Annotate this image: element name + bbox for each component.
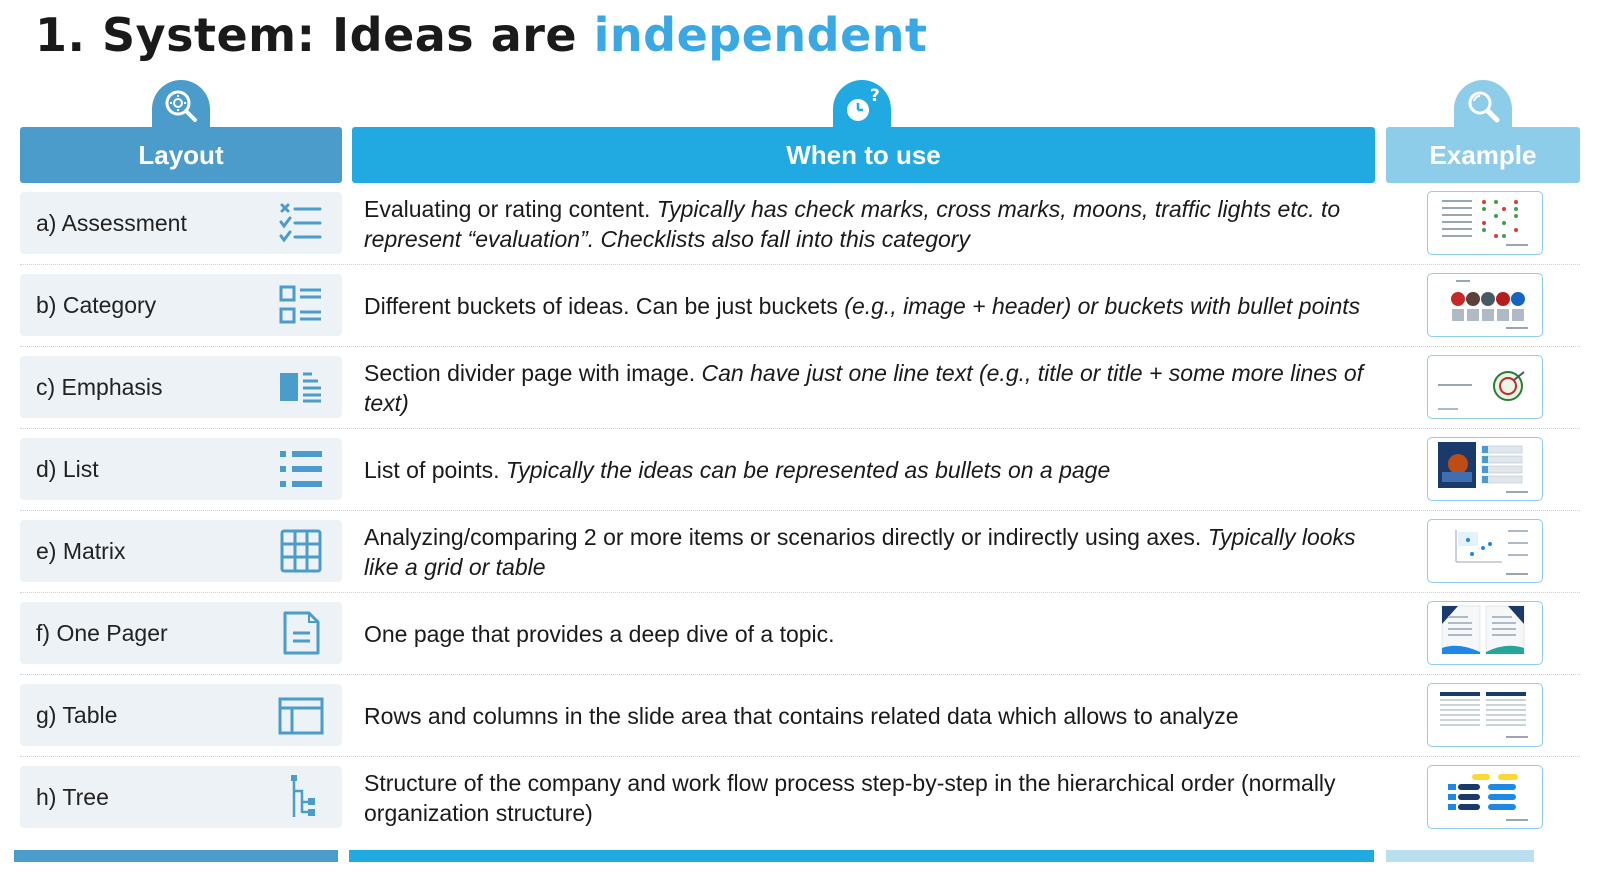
- row-description: [364, 429, 1364, 511]
- layout-cell: [20, 766, 342, 828]
- layout-cell: [20, 356, 342, 418]
- layout-label: f) One Pager: [36, 620, 168, 646]
- row-description: [364, 347, 1364, 429]
- layout-label: b) Category: [36, 292, 157, 318]
- description-italic: Typically the ideas can be represented as bullets on a page: [505, 457, 1111, 483]
- page-title: [35, 8, 928, 62]
- table-row: [0, 675, 1600, 757]
- category-example-thumbnail: [1427, 273, 1543, 337]
- table-row: [0, 265, 1600, 347]
- category-list-icon: [278, 283, 324, 327]
- layout-cell: [20, 602, 342, 664]
- description-text: Different buckets of ideas. Can be just buckets: [364, 293, 845, 319]
- description-text: One page that provides a deep dive of a topic.: [364, 621, 835, 647]
- example-footer-bar: [1386, 850, 1534, 862]
- tree-icon: [278, 775, 324, 819]
- when-column-header: When to use: [352, 127, 1375, 183]
- layout-cell: [20, 684, 342, 746]
- tree-example-thumbnail: [1427, 765, 1543, 829]
- description-italic: Typically has check marks, cross marks, moons, traffic lights etc. to represent “evaluation”. Checklists also fall into this category: [364, 196, 1341, 252]
- row-description: [364, 593, 1364, 675]
- search-gear-icon: [161, 86, 201, 126]
- table-row: [0, 511, 1600, 593]
- example-column-header: Example: [1386, 127, 1580, 183]
- layout-cell: [20, 520, 342, 582]
- layout-label: a) Assessment: [36, 210, 187, 236]
- when-tab: [833, 80, 891, 132]
- description-text: Analyzing/comparing 2 or more items or scenarios directly or indirectly using axes.: [364, 524, 1208, 550]
- description-text: List of points.: [364, 457, 506, 483]
- layout-label: h) Tree: [36, 784, 109, 810]
- example-tab: [1454, 80, 1512, 132]
- assessment-example-thumbnail: [1427, 191, 1543, 255]
- clock-question-icon: [841, 85, 883, 127]
- table-icon: [278, 693, 324, 737]
- table-row: [0, 429, 1600, 511]
- layout-label: e) Matrix: [36, 538, 126, 564]
- description-text: Section divider page with image.: [364, 360, 702, 386]
- layout-label: g) Table: [36, 702, 118, 728]
- table-row: [0, 757, 1600, 839]
- description-text: Rows and columns in the slide area that contains related data which allows to analyze: [364, 703, 1239, 729]
- title-main: 1. System: Ideas are: [35, 8, 594, 62]
- svg-text:?: ?: [870, 86, 880, 106]
- table-row: [0, 347, 1600, 429]
- row-description: [364, 183, 1364, 265]
- table-row: [0, 593, 1600, 675]
- description-italic: (e.g., image + header) or buckets with bullet points: [844, 293, 1361, 319]
- layout-tab: [152, 80, 210, 132]
- description-italic: Can have just one line text (e.g., title or title + some more lines of text): [364, 360, 1364, 416]
- layout-footer-bar: [14, 850, 338, 862]
- row-description: [364, 511, 1364, 593]
- when-footer-bar: [349, 850, 1374, 862]
- description-italic: Typically looks like a grid or table: [364, 524, 1356, 580]
- list-example-thumbnail: [1427, 437, 1543, 501]
- table-row: [0, 183, 1600, 265]
- layout-cell: [20, 438, 342, 500]
- emphasis-example-thumbnail: [1427, 355, 1543, 419]
- grid-icon: [278, 529, 324, 573]
- checklist-icon: [278, 201, 324, 245]
- table-example-thumbnail: [1427, 683, 1543, 747]
- layout-label: d) List: [36, 456, 99, 482]
- layout-column-header: Layout: [20, 127, 342, 183]
- emphasis-icon: [278, 365, 324, 409]
- matrix-example-thumbnail: [1427, 519, 1543, 583]
- bullet-list-icon: [278, 447, 324, 491]
- description-text: Structure of the company and work flow process step-by-step in the hierarchical order (normally organization structure): [364, 770, 1336, 826]
- document-icon: [278, 611, 324, 655]
- magnifier-icon: [1464, 87, 1502, 125]
- title-accent: independent: [593, 8, 928, 62]
- layout-cell: [20, 192, 342, 254]
- one-pager-example-thumbnail: [1427, 601, 1543, 665]
- layout-label: c) Emphasis: [36, 374, 163, 400]
- row-description: [364, 675, 1364, 757]
- row-description: [364, 757, 1364, 839]
- layout-cell: [20, 274, 342, 336]
- row-description: [364, 265, 1364, 347]
- description-text: Evaluating or rating content.: [364, 196, 657, 222]
